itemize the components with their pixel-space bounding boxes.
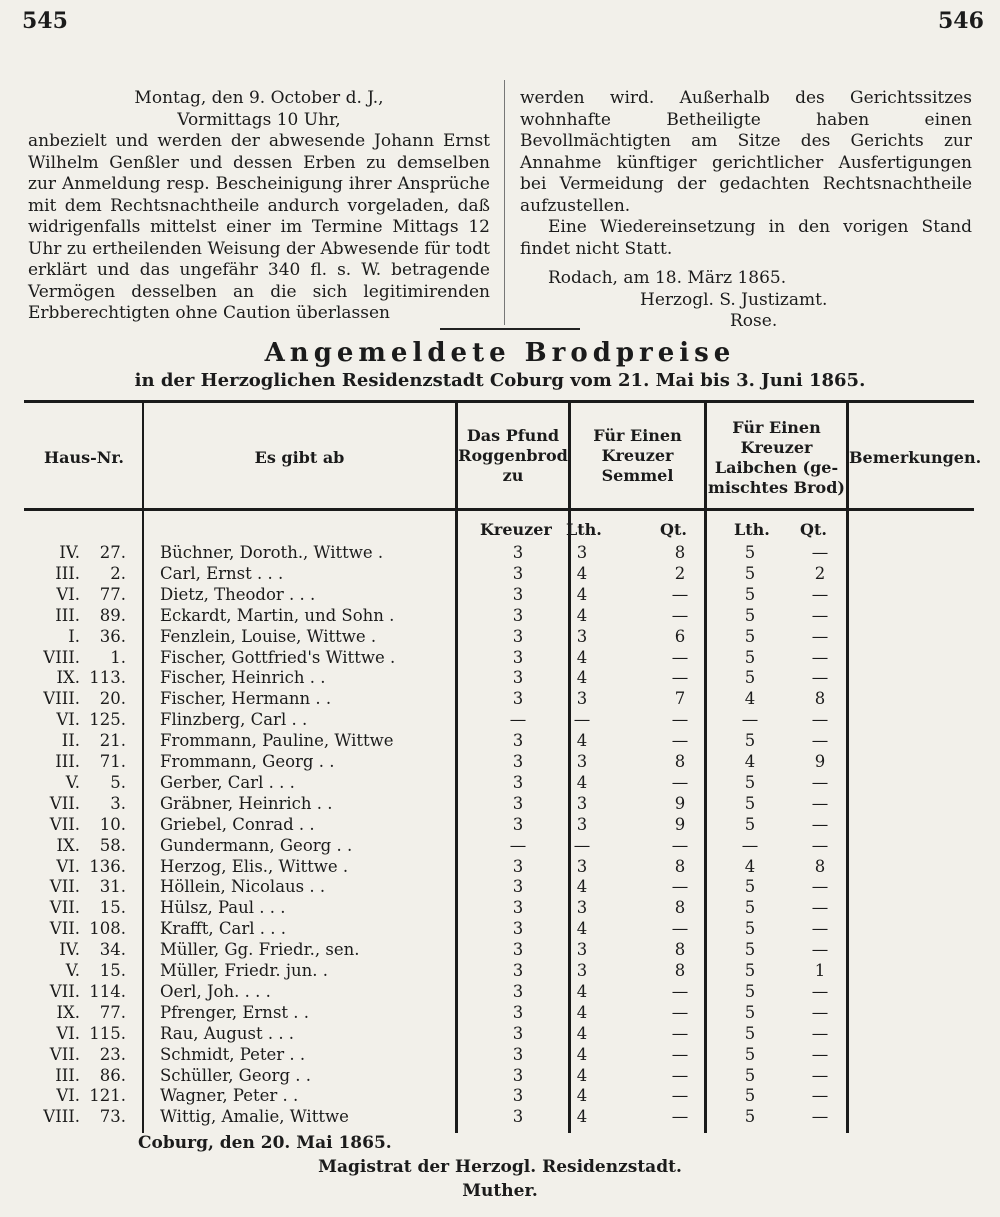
row-roggen-price: 3 <box>512 1107 524 1127</box>
row-laib-loth: 5 <box>744 647 756 667</box>
row-quarter: VIII. <box>43 689 80 709</box>
row-semmel-loth: 4 <box>576 563 588 583</box>
row-laib-qt: — <box>811 793 829 813</box>
row-quarter: VII. <box>49 814 80 834</box>
right-text-column <box>520 88 972 333</box>
court-office: Herzogl. S. Justizamt. <box>640 289 828 310</box>
row-roggen-price: 3 <box>512 584 524 604</box>
row-semmel-loth: 3 <box>576 940 588 960</box>
row-name: Rau, August . . . <box>160 1023 295 1043</box>
row-name: Frommann, Pauline, Wittwe <box>160 731 394 751</box>
row-number: 31. <box>99 877 126 897</box>
row-quarter: VII. <box>49 793 80 813</box>
row-name: Höllein, Nicolaus . . <box>160 877 326 897</box>
row-number: 5. <box>110 772 126 792</box>
row-semmel-loth: 4 <box>576 1086 588 1106</box>
row-semmel-loth: 3 <box>576 814 588 834</box>
row-laib-loth: 5 <box>744 1065 756 1085</box>
unit-semmel-qt: Qt. <box>660 520 687 539</box>
table-row <box>0 1085 1000 1106</box>
row-laib-qt: — <box>811 1065 829 1085</box>
row-number: 3. <box>110 793 126 813</box>
row-laib-loth: — <box>741 835 759 855</box>
row-name: Wagner, Peter . . <box>160 1086 299 1106</box>
row-laib-loth: 5 <box>744 563 756 583</box>
row-roggen-price: — <box>509 835 527 855</box>
row-roggen-price: 3 <box>512 961 524 980</box>
row-number: 113. <box>89 668 126 688</box>
row-laib-loth: 5 <box>744 731 756 751</box>
row-number: 10. <box>99 814 126 834</box>
row-semmel-qt: — <box>671 710 689 730</box>
row-number: 136. <box>89 856 126 876</box>
row-semmel-loth: 4 <box>576 772 588 792</box>
row-laib-qt: — <box>811 814 829 834</box>
row-laib-loth: 5 <box>744 1086 756 1106</box>
section-divider <box>440 328 580 330</box>
table-row <box>0 626 1000 647</box>
row-laib-loth: 5 <box>744 877 756 897</box>
row-number: 15. <box>99 961 126 980</box>
row-laib-qt: — <box>811 710 829 730</box>
row-number: 58. <box>99 835 126 855</box>
row-number: 20. <box>99 689 126 709</box>
row-laib-qt: 8 <box>814 856 826 876</box>
row-semmel-qt: — <box>671 605 689 625</box>
row-semmel-loth: 4 <box>576 584 588 604</box>
row-number: 1. <box>110 647 126 667</box>
footer-signature: Muther. <box>462 1181 538 1201</box>
row-name: Fenzlein, Louise, Wittwe . <box>160 626 377 646</box>
row-laib-loth: 4 <box>744 689 756 709</box>
row-name: Pfrenger, Ernst . . <box>160 1002 310 1022</box>
row-laib-qt: — <box>811 835 829 855</box>
row-laib-qt: — <box>811 1023 829 1043</box>
table-row <box>0 605 1000 626</box>
row-quarter: VI. <box>56 1023 80 1043</box>
row-laib-loth: 5 <box>744 814 756 834</box>
row-semmel-loth: 3 <box>576 543 588 562</box>
row-laib-loth: 5 <box>744 961 756 980</box>
row-laib-qt: — <box>811 940 829 960</box>
header-bemerkungen: Bemerkungen. <box>849 448 982 467</box>
left-body-text: anbezielt und werden der abwesende Johann Ernst Wilhelm Genßler und dessen Erben zu demselben zur Anmeldung resp. Bescheinigung ihrer Ansprüche mit dem Rechtsnachtheile andurch vorgeladen, daß widrigenfalls mittelst einer im Termine Mittags 12 Uhr zu ertheilenden Weisung der Abwesende für todt erklärt und das ungefähr 340 fl. s. W. betragende Vermögen desselben an die sich legitimirenden Erbberechtigten ohne Caution überlassen <box>28 131 490 323</box>
row-number: 115. <box>89 1023 126 1043</box>
right-place-date: Rodach, am 18. März 1865. <box>548 268 787 288</box>
table-subtitle: in der Herzoglichen Residenzstadt Coburg vom 21. Mai bis 3. Juni 1865. <box>134 370 866 391</box>
row-laib-qt: 2 <box>814 563 826 583</box>
row-laib-qt: — <box>811 543 829 562</box>
row-quarter: IX. <box>56 835 80 855</box>
row-laib-qt: 8 <box>814 689 826 709</box>
row-name: Büchner, Doroth., Wittwe . <box>160 543 384 562</box>
row-semmel-loth: 3 <box>576 961 588 980</box>
table-row <box>0 939 1000 960</box>
row-laib-loth: 5 <box>744 626 756 646</box>
row-laib-loth: 5 <box>744 1023 756 1043</box>
row-roggen-price: 3 <box>512 689 524 709</box>
row-roggen-price: 3 <box>512 1086 524 1106</box>
court-signature: Rose. <box>730 311 778 331</box>
table-row <box>0 647 1000 668</box>
row-laib-qt: — <box>811 668 829 688</box>
header-laibchen: Für Einen Kreuzer Laibchen (ge- mischtes Brod) <box>708 418 845 497</box>
row-laib-loth: 5 <box>744 584 756 604</box>
row-quarter: IV. <box>59 543 80 562</box>
row-laib-qt: — <box>811 981 829 1001</box>
row-semmel-qt: — <box>671 731 689 751</box>
row-quarter: IX. <box>56 1002 80 1022</box>
row-quarter: III. <box>55 563 80 583</box>
row-roggen-price: 3 <box>512 668 524 688</box>
table-row <box>0 814 1000 835</box>
row-semmel-loth: 4 <box>576 919 588 939</box>
row-laib-loth: 5 <box>744 1044 756 1064</box>
footer-authority: Magistrat der Herzogl. Residenzstadt. <box>318 1157 682 1177</box>
row-laib-qt: — <box>811 772 829 792</box>
date-line: Montag, den 9. October d. J., <box>134 88 384 108</box>
row-roggen-price: 3 <box>512 772 524 792</box>
row-semmel-qt: — <box>671 1044 689 1064</box>
row-roggen-price: 3 <box>512 919 524 939</box>
row-quarter: IV. <box>59 940 80 960</box>
row-laib-loth: 5 <box>744 919 756 939</box>
row-semmel-qt: — <box>671 919 689 939</box>
row-roggen-price: 3 <box>512 626 524 646</box>
table-row <box>0 1023 1000 1044</box>
row-roggen-price: 3 <box>512 793 524 813</box>
row-semmel-loth: — <box>573 835 591 855</box>
table-row <box>0 751 1000 772</box>
row-laib-qt: — <box>811 647 829 667</box>
row-semmel-qt: — <box>671 835 689 855</box>
table-row <box>0 730 1000 751</box>
unit-semmel-loth: Lth. <box>566 520 602 539</box>
row-semmel-qt: — <box>671 668 689 688</box>
row-quarter: III. <box>55 1065 80 1085</box>
table-header-rule <box>24 508 974 511</box>
row-number: 77. <box>99 1002 126 1022</box>
row-number: 21. <box>99 731 126 751</box>
row-semmel-qt: 9 <box>674 793 686 813</box>
left-text-column <box>28 88 490 325</box>
row-name: Carl, Ernst . . . <box>160 563 284 583</box>
row-semmel-qt: 8 <box>674 898 686 918</box>
row-roggen-price: 3 <box>512 1044 524 1064</box>
row-number: 73. <box>99 1107 126 1127</box>
row-semmel-loth: 4 <box>576 1107 588 1127</box>
row-laib-loth: 5 <box>744 1107 756 1127</box>
unit-laib-qt: Qt. <box>800 520 827 539</box>
row-number: 89. <box>99 605 126 625</box>
row-semmel-loth: 3 <box>576 793 588 813</box>
row-quarter: V. <box>65 961 80 980</box>
row-semmel-loth: 3 <box>576 752 588 771</box>
row-semmel-loth: 4 <box>576 1044 588 1064</box>
row-name: Fischer, Hermann . . <box>160 689 332 709</box>
row-roggen-price: 3 <box>512 1023 524 1043</box>
table-row <box>0 876 1000 897</box>
row-semmel-qt: 8 <box>674 752 686 771</box>
row-semmel-loth: 4 <box>576 605 588 625</box>
row-quarter: VI. <box>56 584 80 604</box>
table-row <box>0 709 1000 730</box>
row-laib-loth: 4 <box>744 856 756 876</box>
row-semmel-qt: 8 <box>674 940 686 960</box>
row-semmel-qt: 9 <box>674 814 686 834</box>
unit-laib-loth: Lth. <box>734 520 770 539</box>
header-roggenbrod: Das Pfund Roggenbrod zu <box>458 426 568 485</box>
row-laib-loth: 5 <box>744 543 756 562</box>
row-semmel-qt: — <box>671 877 689 897</box>
row-semmel-qt: — <box>671 772 689 792</box>
row-quarter: VII. <box>49 877 80 897</box>
row-number: 36. <box>99 626 126 646</box>
right-body-text: werden wird. Außerhalb des Gerichtssitzes wohnhafte Betheiligte haben einen Bevollmächtigten am Sitze des Gerichts zur Annahme künftiger gerichtlicher Ausfertigungen bei Vermeidung der gedachten Rechtsnachtheile aufzustellen. <box>520 88 972 216</box>
table-row <box>0 793 1000 814</box>
row-quarter: VII. <box>49 1044 80 1064</box>
row-roggen-price: 3 <box>512 543 524 562</box>
row-semmel-loth: 4 <box>576 1002 588 1022</box>
row-semmel-loth: 3 <box>576 898 588 918</box>
table-row <box>0 981 1000 1002</box>
right-body-text-2: Eine Wiedereinsetzung in den vorigen Stand findet nicht Statt. <box>520 217 972 259</box>
row-laib-loth: 5 <box>744 772 756 792</box>
row-number: 23. <box>99 1044 126 1064</box>
row-quarter: VI. <box>56 1086 80 1106</box>
row-roggen-price: 3 <box>512 940 524 960</box>
row-number: 77. <box>99 584 126 604</box>
row-roggen-price: 3 <box>512 981 524 1001</box>
row-semmel-qt: 6 <box>674 626 686 646</box>
row-name: Dietz, Theodor . . . <box>160 584 316 604</box>
table-row <box>0 1065 1000 1086</box>
table-row <box>0 960 1000 981</box>
row-name: Hülsz, Paul . . . <box>160 898 286 918</box>
row-roggen-price: — <box>509 710 527 730</box>
row-roggen-price: 3 <box>512 898 524 918</box>
row-name: Herzog, Elis., Wittwe . <box>160 856 349 876</box>
row-laib-loth: 5 <box>744 1002 756 1022</box>
row-number: 121. <box>89 1086 126 1106</box>
row-quarter: VI. <box>56 856 80 876</box>
row-name: Eckardt, Martin, und Sohn . <box>160 605 395 625</box>
row-semmel-loth: — <box>573 710 591 730</box>
row-semmel-qt: — <box>671 584 689 604</box>
page-number-right: 546 <box>938 8 984 34</box>
table-row <box>0 835 1000 856</box>
table-row <box>0 667 1000 688</box>
table-row <box>0 772 1000 793</box>
row-semmel-loth: 3 <box>576 856 588 876</box>
unit-kreuzer: Kreuzer <box>480 520 552 539</box>
row-number: 15. <box>99 898 126 918</box>
column-divider <box>504 80 505 325</box>
row-name: Müller, Friedr. jun. . <box>160 961 329 980</box>
row-name: Griebel, Conrad . . <box>160 814 315 834</box>
row-name: Schüller, Georg . . <box>160 1065 311 1085</box>
row-quarter: VII. <box>49 981 80 1001</box>
row-name: Gundermann, Georg . . <box>160 835 353 855</box>
row-semmel-loth: 4 <box>576 1065 588 1085</box>
row-semmel-loth: 4 <box>576 1023 588 1043</box>
row-number: 34. <box>99 940 126 960</box>
row-quarter: II. <box>61 731 80 751</box>
row-roggen-price: 3 <box>512 814 524 834</box>
row-semmel-qt: — <box>671 1107 689 1127</box>
row-semmel-qt: 8 <box>674 856 686 876</box>
table-row <box>0 542 1000 563</box>
row-laib-qt: — <box>811 605 829 625</box>
row-semmel-loth: 4 <box>576 877 588 897</box>
row-semmel-qt: — <box>671 1023 689 1043</box>
row-laib-loth: 5 <box>744 981 756 1001</box>
page-number-left: 545 <box>22 8 68 34</box>
row-quarter: III. <box>55 605 80 625</box>
header-es-gibt-ab: Es gibt ab <box>254 448 345 467</box>
header-haus-nr: Haus-Nr. <box>44 448 124 467</box>
row-semmel-loth: 4 <box>576 668 588 688</box>
table-top-rule <box>24 400 974 403</box>
table-title: Angemeldete Brodpreise <box>264 338 736 368</box>
row-roggen-price: 3 <box>512 731 524 751</box>
time-line: Vormittags 10 Uhr, <box>177 109 341 130</box>
row-laib-qt: — <box>811 584 829 604</box>
row-quarter: III. <box>55 752 80 771</box>
row-number: 114. <box>89 981 126 1001</box>
table-row <box>0 918 1000 939</box>
row-laib-qt: — <box>811 1044 829 1064</box>
row-roggen-price: 3 <box>512 752 524 771</box>
row-roggen-price: 3 <box>512 856 524 876</box>
row-name: Fischer, Gottfried's Wittwe . <box>160 647 396 667</box>
row-quarter: VI. <box>56 710 80 730</box>
row-name: Wittig, Amalie, Wittwe <box>160 1107 349 1127</box>
table-row <box>0 1106 1000 1127</box>
row-semmel-qt: — <box>671 1002 689 1022</box>
table-row <box>0 688 1000 709</box>
table-row <box>0 584 1000 605</box>
row-laib-qt: — <box>811 1002 829 1022</box>
row-roggen-price: 3 <box>512 647 524 667</box>
row-laib-qt: — <box>811 1086 829 1106</box>
row-roggen-price: 3 <box>512 563 524 583</box>
footer-place-date: Coburg, den 20. Mai 1865. <box>138 1133 392 1153</box>
row-number: 108. <box>89 919 126 939</box>
table-row <box>0 1002 1000 1023</box>
row-name: Oerl, Joh. . . . <box>160 981 271 1001</box>
row-number: 125. <box>89 710 126 730</box>
row-semmel-loth: 3 <box>576 626 588 646</box>
row-quarter: I. <box>68 626 80 646</box>
row-quarter: VII. <box>49 898 80 918</box>
row-semmel-loth: 4 <box>576 647 588 667</box>
row-laib-qt: 1 <box>814 961 826 980</box>
table-row <box>0 856 1000 877</box>
row-laib-loth: 5 <box>744 605 756 625</box>
row-laib-qt: — <box>811 877 829 897</box>
row-laib-loth: 5 <box>744 793 756 813</box>
row-name: Fischer, Heinrich . . <box>160 668 326 688</box>
table-row <box>0 563 1000 584</box>
row-quarter: VII. <box>49 919 80 939</box>
row-number: 2. <box>110 563 126 583</box>
table-row <box>0 897 1000 918</box>
row-laib-qt: — <box>811 731 829 751</box>
row-quarter: VIII. <box>43 647 80 667</box>
header-semmel: Für Einen Kreuzer Semmel <box>593 426 682 485</box>
table-row <box>0 1044 1000 1065</box>
row-semmel-qt: — <box>671 647 689 667</box>
row-quarter: V. <box>65 772 80 792</box>
row-laib-loth: 5 <box>744 940 756 960</box>
row-number: 86. <box>99 1065 126 1085</box>
row-name: Frommann, Georg . . <box>160 752 335 771</box>
row-laib-qt: — <box>811 919 829 939</box>
row-laib-qt: 9 <box>814 752 826 771</box>
row-laib-loth: — <box>741 710 759 730</box>
row-name: Müller, Gg. Friedr., sen. <box>160 940 360 960</box>
row-laib-qt: — <box>811 626 829 646</box>
row-semmel-loth: 3 <box>576 689 588 709</box>
row-number: 71. <box>99 752 126 771</box>
row-name: Krafft, Carl . . . <box>160 919 286 939</box>
row-semmel-qt: 8 <box>674 961 686 980</box>
row-semmel-loth: 4 <box>576 731 588 751</box>
row-name: Schmidt, Peter . . <box>160 1044 306 1064</box>
row-name: Gerber, Carl . . . <box>160 772 295 792</box>
row-semmel-qt: 7 <box>674 689 686 709</box>
row-laib-qt: — <box>811 1107 829 1127</box>
row-quarter: IX. <box>56 668 80 688</box>
row-roggen-price: 3 <box>512 877 524 897</box>
row-laib-qt: — <box>811 898 829 918</box>
row-roggen-price: 3 <box>512 605 524 625</box>
row-laib-loth: 5 <box>744 898 756 918</box>
row-semmel-qt: 8 <box>674 543 686 562</box>
row-name: Gräbner, Heinrich . . <box>160 793 333 813</box>
row-laib-loth: 5 <box>744 668 756 688</box>
row-semmel-qt: — <box>671 1065 689 1085</box>
row-laib-loth: 4 <box>744 752 756 771</box>
row-semmel-qt: — <box>671 981 689 1001</box>
row-roggen-price: 3 <box>512 1002 524 1022</box>
row-roggen-price: 3 <box>512 1065 524 1085</box>
row-number: 27. <box>99 543 126 562</box>
row-semmel-qt: 2 <box>674 563 686 583</box>
row-quarter: VIII. <box>43 1107 80 1127</box>
row-semmel-qt: — <box>671 1086 689 1106</box>
row-semmel-loth: 4 <box>576 981 588 1001</box>
row-name: Flinzberg, Carl . . <box>160 710 308 730</box>
